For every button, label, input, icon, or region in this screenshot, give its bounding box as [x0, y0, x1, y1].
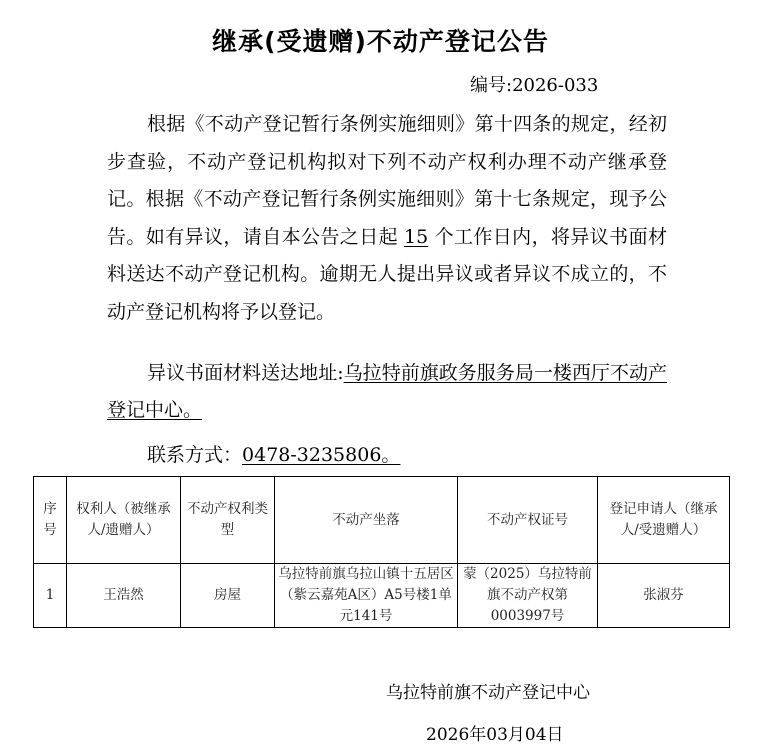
- cell-no: 1: [34, 564, 67, 628]
- cell-location: 乌拉特前旗乌拉山镇十五居区（紫云嘉苑A区）A5号楼1单元141号: [275, 564, 458, 628]
- address-value: 乌拉特前旗政务服务局一楼西厅不动产登记中心。: [107, 362, 667, 421]
- address-label: 异议书面材料送达地址:: [147, 362, 344, 384]
- header-no: 序号: [34, 477, 67, 564]
- cell-certificate: 蒙（2025）乌拉特前旗不动产权第0003997号: [458, 564, 598, 628]
- table-row: [34, 564, 730, 628]
- header-certificate: 不动产权证号: [458, 477, 598, 564]
- notice-text-part1: 根据《不动产登记暂行条例实施细则》第十四条的规定，经初步查验，不动产登记机构拟对下列不动产权利办理不动产继承登记。根据《不动产登记暂行条例实施细则》第十七条规定，现予公告。如有异议，请自本公告之日起: [107, 113, 667, 248]
- header-location: 不动产坐落: [275, 477, 458, 564]
- notice-paragraph: [107, 106, 667, 331]
- cell-holder: 王浩然: [67, 564, 181, 628]
- page-title: 继承(受遗赠)不动产登记公告: [212, 27, 549, 56]
- notice-text-part2: 个工作日内，将异议书面材料送达不动产登记机构。逾期无人提出异议或者异议不成立的，不动产登记机构将予以登记。: [107, 225, 667, 323]
- cell-right-type: 房屋: [181, 564, 275, 628]
- table-header-row: [34, 477, 730, 564]
- contact-phone: 0478-3235806。: [242, 444, 401, 466]
- header-holder: 权利人（被继承人/遗赠人）: [67, 477, 181, 564]
- objection-period-days: 15: [404, 225, 429, 248]
- signature-date: 2026年03月04日: [426, 725, 564, 745]
- header-right-type: 不动产权利类型: [181, 477, 275, 564]
- address-paragraph: [107, 355, 667, 429]
- cell-applicant: 张淑芬: [598, 564, 730, 628]
- document-number: 编号:2026-033: [470, 75, 599, 96]
- signature-organization: 乌拉特前旗不动产登记中心: [386, 683, 590, 703]
- contact-label: 联系方式：: [147, 444, 243, 466]
- header-applicant: 登记申请人（继承人/受遗赠人）: [598, 477, 730, 564]
- registration-table: [33, 476, 730, 628]
- contact-line: [147, 440, 400, 467]
